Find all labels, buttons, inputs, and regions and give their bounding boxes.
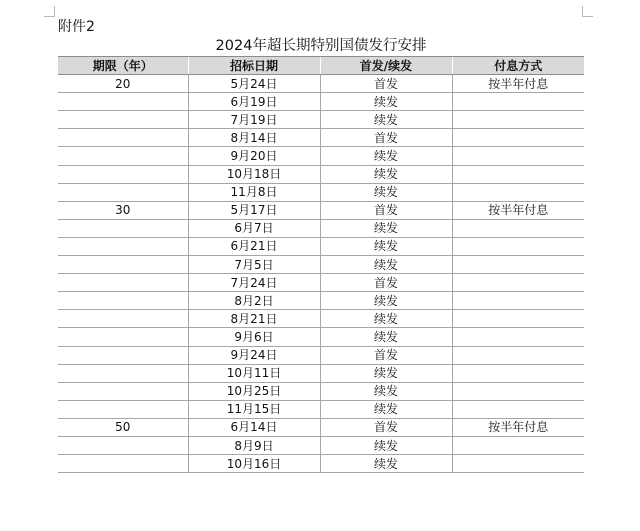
cell-auction-date: 10月11日 <box>188 364 320 382</box>
cell-auction-date: 6月19日 <box>188 93 320 111</box>
table-row <box>58 201 584 219</box>
cell-term <box>58 400 188 418</box>
cell-issue-type: 续发 <box>320 310 452 328</box>
cell-term <box>58 310 188 328</box>
table-row <box>58 237 584 255</box>
cell-auction-date: 7月5日 <box>188 256 320 274</box>
cell-issue-type: 首发 <box>320 201 452 219</box>
cell-term <box>58 256 188 274</box>
cell-term: 20 <box>58 75 188 93</box>
cell-term <box>58 111 188 129</box>
cell-auction-date: 6月7日 <box>188 219 320 237</box>
table-row <box>58 364 584 382</box>
table-header-row <box>58 57 584 75</box>
cell-auction-date: 10月25日 <box>188 382 320 400</box>
table-row <box>58 292 584 310</box>
cell-auction-date: 9月24日 <box>188 346 320 364</box>
cell-issue-type: 续发 <box>320 328 452 346</box>
table-row <box>58 455 584 473</box>
cell-term <box>58 436 188 454</box>
cell-term <box>58 328 188 346</box>
cell-interest-payment <box>452 165 584 183</box>
table-row <box>58 111 584 129</box>
cell-auction-date: 6月14日 <box>188 418 320 436</box>
cell-issue-type: 续发 <box>320 111 452 129</box>
cell-issue-type: 续发 <box>320 292 452 310</box>
cell-auction-date: 5月24日 <box>188 75 320 93</box>
cell-term <box>58 364 188 382</box>
cell-auction-date: 11月15日 <box>188 400 320 418</box>
cell-issue-type: 续发 <box>320 436 452 454</box>
cell-interest-payment: 按半年付息 <box>452 201 584 219</box>
cell-issue-type: 续发 <box>320 256 452 274</box>
cell-interest-payment <box>452 237 584 255</box>
cell-auction-date: 7月24日 <box>188 274 320 292</box>
cell-issue-type: 续发 <box>320 165 452 183</box>
cell-interest-payment <box>452 310 584 328</box>
page-title: 2024年超长期特别国债发行安排 <box>215 38 427 54</box>
table-row <box>58 93 584 111</box>
cell-term <box>58 93 188 111</box>
cell-issue-type: 续发 <box>320 219 452 237</box>
table-row <box>58 147 584 165</box>
cell-interest-payment <box>452 328 584 346</box>
cell-term <box>58 274 188 292</box>
table-row <box>58 328 584 346</box>
page-corner-mark-right <box>582 6 593 17</box>
cell-interest-payment <box>452 147 584 165</box>
cell-auction-date: 5月17日 <box>188 201 320 219</box>
cell-term: 50 <box>58 418 188 436</box>
cell-interest-payment <box>452 274 584 292</box>
table-row <box>58 346 584 364</box>
cell-interest-payment <box>452 292 584 310</box>
table-row <box>58 75 584 93</box>
table-row <box>58 219 584 237</box>
cell-interest-payment <box>452 455 584 473</box>
header-term: 期限（年） <box>58 57 188 75</box>
cell-auction-date: 7月19日 <box>188 111 320 129</box>
cell-auction-date: 8月9日 <box>188 436 320 454</box>
cell-auction-date: 10月16日 <box>188 455 320 473</box>
cell-issue-type: 续发 <box>320 183 452 201</box>
table-body <box>58 75 584 473</box>
cell-auction-date: 11月8日 <box>188 183 320 201</box>
cell-interest-payment <box>452 256 584 274</box>
cell-issue-type: 续发 <box>320 364 452 382</box>
table-row <box>58 256 584 274</box>
table-row <box>58 382 584 400</box>
header-auction-date: 招标日期 <box>188 57 320 75</box>
cell-term <box>58 292 188 310</box>
cell-interest-payment <box>452 364 584 382</box>
cell-auction-date: 8月21日 <box>188 310 320 328</box>
table-row <box>58 400 584 418</box>
cell-issue-type: 首发 <box>320 75 452 93</box>
cell-issue-type: 续发 <box>320 93 452 111</box>
cell-term <box>58 219 188 237</box>
table-row <box>58 129 584 147</box>
cell-issue-type: 首发 <box>320 129 452 147</box>
cell-issue-type: 首发 <box>320 274 452 292</box>
cell-auction-date: 10月18日 <box>188 165 320 183</box>
cell-term <box>58 183 188 201</box>
cell-auction-date: 9月20日 <box>188 147 320 165</box>
cell-issue-type: 首发 <box>320 346 452 364</box>
cell-term: 30 <box>58 201 188 219</box>
cell-auction-date: 8月2日 <box>188 292 320 310</box>
table-row <box>58 183 584 201</box>
cell-issue-type: 续发 <box>320 237 452 255</box>
cell-issue-type: 续发 <box>320 147 452 165</box>
cell-issue-type: 续发 <box>320 455 452 473</box>
page-corner-mark-left <box>44 6 55 17</box>
cell-auction-date: 8月14日 <box>188 129 320 147</box>
cell-interest-payment <box>452 219 584 237</box>
cell-interest-payment <box>452 183 584 201</box>
issuance-schedule-table <box>58 56 584 473</box>
cell-interest-payment: 按半年付息 <box>452 75 584 93</box>
header-issue-type: 首发/续发 <box>320 57 452 75</box>
cell-auction-date: 6月21日 <box>188 237 320 255</box>
cell-interest-payment <box>452 129 584 147</box>
table-row <box>58 310 584 328</box>
cell-interest-payment: 按半年付息 <box>452 418 584 436</box>
cell-issue-type: 续发 <box>320 400 452 418</box>
header-interest-payment: 付息方式 <box>452 57 584 75</box>
table-row <box>58 274 584 292</box>
table-header <box>58 57 584 75</box>
cell-interest-payment <box>452 346 584 364</box>
cell-term <box>58 147 188 165</box>
cell-term <box>58 382 188 400</box>
cell-issue-type: 续发 <box>320 382 452 400</box>
cell-term <box>58 165 188 183</box>
cell-interest-payment <box>452 382 584 400</box>
cell-interest-payment <box>452 436 584 454</box>
cell-interest-payment <box>452 93 584 111</box>
cell-term <box>58 237 188 255</box>
cell-interest-payment <box>452 111 584 129</box>
cell-term <box>58 129 188 147</box>
cell-term <box>58 455 188 473</box>
cell-interest-payment <box>452 400 584 418</box>
table-row <box>58 436 584 454</box>
table-row <box>58 165 584 183</box>
attachment-label: 附件2 <box>58 19 95 35</box>
cell-term <box>58 346 188 364</box>
cell-issue-type: 首发 <box>320 418 452 436</box>
table-row <box>58 418 584 436</box>
cell-auction-date: 9月6日 <box>188 328 320 346</box>
